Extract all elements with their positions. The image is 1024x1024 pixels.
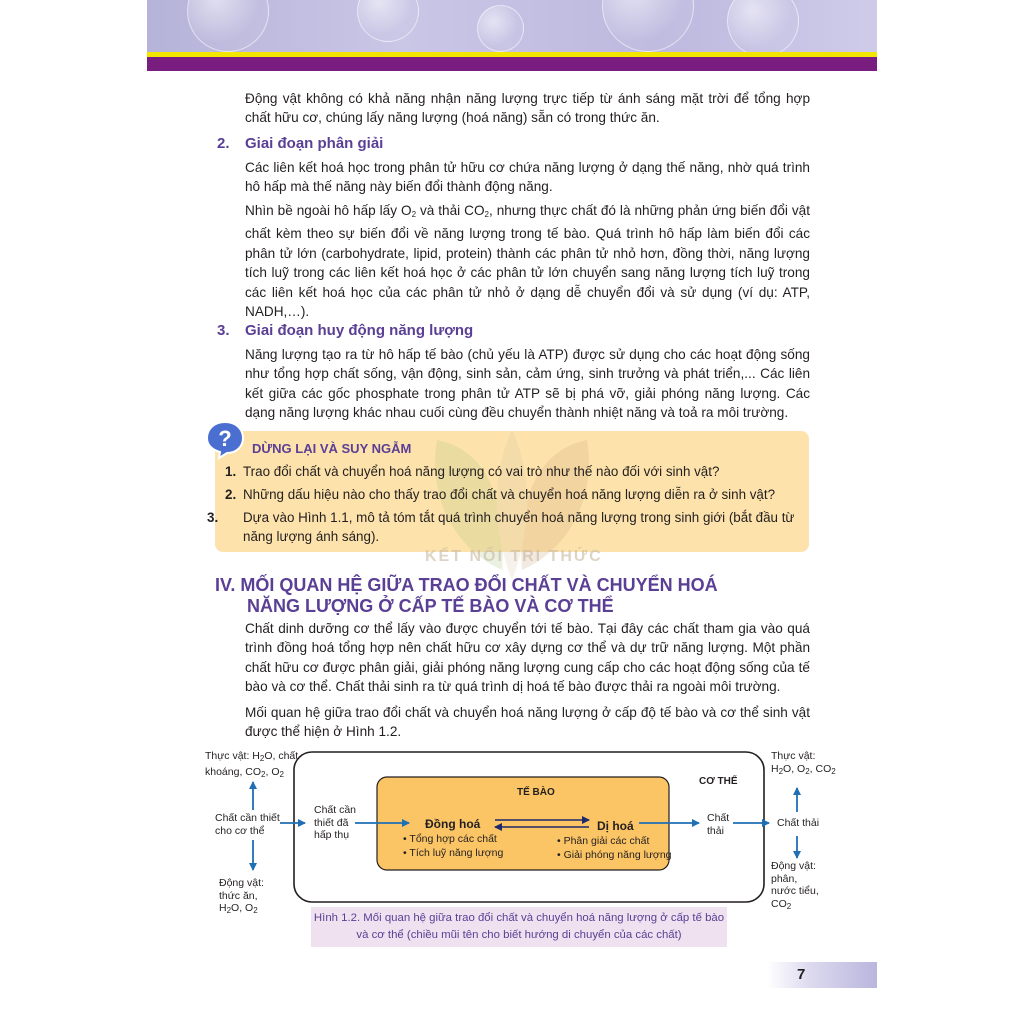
section-3-number: 3. bbox=[217, 322, 230, 339]
catabolism-item-1: • Phân giải các chất bbox=[557, 835, 650, 847]
anabolism-item-1: • Tổng hợp các chất bbox=[403, 833, 497, 845]
plants-output-label: Thực vật: $H_2O$, $O_2$, $CO_2$ bbox=[771, 750, 836, 776]
section-4-heading bbox=[215, 575, 718, 617]
needed-substances-label: Chất cần thiết cho cơ thể bbox=[215, 812, 280, 837]
section-3-heading bbox=[217, 322, 473, 339]
watermark-text: KẾT NỐI TRI THỨC bbox=[425, 548, 603, 565]
catabolism-label: Dị hoá bbox=[597, 819, 634, 833]
section-2-title: Giai đoạn phân giải bbox=[245, 135, 384, 152]
question-1: 1. Trao đổi chất và chuyển hoá năng lượng có vai trò như thế nào đối với sinh vật? bbox=[225, 464, 720, 479]
animals-input-label: Động vật: thức ăn, $H_2O$, $O_2$ bbox=[219, 877, 264, 915]
anabolism-item-2: • Tích luỹ năng lượng bbox=[403, 847, 504, 859]
header-banner bbox=[147, 0, 877, 52]
plants-input-label: Thực vật: $H_2O$, chất khoáng, $CO_2$, $O_2$ bbox=[205, 750, 299, 779]
section-2-number: 2. bbox=[217, 135, 230, 152]
question-3: 3. Dựa vào Hình 1.1, mô tả tóm tắt quá trình chuyển hoá năng lượng trong sinh giới (bắt đầu từ năng lượng ánh sáng). bbox=[207, 510, 795, 544]
section-4-title-line-2: NĂNG LƯỢNG Ở CẤP TẾ BÀO VÀ CƠ THỂ bbox=[247, 596, 614, 616]
section-4-number: IV. bbox=[215, 575, 236, 595]
section-3-title: Giai đoạn huy động năng lượng bbox=[245, 322, 474, 339]
catabolism-item-2: • Giải phóng năng lượng bbox=[557, 849, 672, 861]
body-label: CƠ THỂ bbox=[699, 776, 738, 787]
cell-label: TẾ BÀO bbox=[517, 787, 555, 798]
caption-line-2: và cơ thể (chiều mũi tên cho biết hướng di chuyển của các chất) bbox=[356, 929, 682, 941]
anabolism-label: Đồng hoá bbox=[425, 817, 481, 831]
textbook-page bbox=[147, 0, 877, 1024]
reflection-box-title: DỪNG LẠI VÀ SUY NGẪM bbox=[252, 441, 412, 456]
section-3-paragraph: Năng lượng tạo ra từ hô hấp tế bào (chủ yếu là ATP) được sử dụng cho các hoạt động sống như tổng hợp chất sống, vận động, sinh sản, cảm ứng, sinh trưởng và phát triển,... Các liên kết giữa các gốc phosphate trong phân tử ATP sẽ bị phá vỡ, giải phóng năng lượng. Các dạng năng lượng khác nhau cuối cùng đều chuyển thành nhiệt năng và toả ra môi trường. bbox=[245, 347, 810, 421]
section-2-paragraph-2: Nhìn bề ngoài hô hấp lấy $O_2$ và thải $CO_2$, nhưng thực chất đó là những phản ứng biến đổi vật chất kèm theo sự biến đổi về năng lượng trong tế bào. Quá trình hô hấp làm biến đổi các phân tử lớn (carbohydrate, lipid, protein) thành các phân tử nhỏ hơn, đồng thời, năng lượng tích luỹ trong các liên kết hoá học ở các phân tử lớn chuyển sang năng lượng tích luỹ trong các liên kết hoá học của các phân tử nhỏ ở dạng dễ chuyển đổi và sử dụng (ví dụ: ATP, NADH,…). bbox=[245, 203, 810, 320]
waste-outer-label: Chất thải bbox=[777, 817, 820, 829]
section-2-heading bbox=[217, 135, 383, 152]
svg-text:?: ? bbox=[218, 426, 232, 451]
section-4-title-line-1: MỐI QUAN HỆ GIỮA TRAO ĐỔI CHẤT VÀ CHUYỂN HOÁ bbox=[240, 575, 718, 595]
header-stripe-purple bbox=[147, 57, 877, 71]
section-4-paragraph-1: Chất dinh dưỡng cơ thể lấy vào được chuyển tới tế bào. Tại đây các chất tham gia vào quá trình đồng hoá tổng hợp nên chất hữu cơ xây dựng cơ thể và dự trữ năng lượng. Một phần chất hữu cơ được phân giải, giải phóng năng lượng cung cấp cho các hoạt động sống của tế bào và cơ thể. Chất thải sinh ra từ quá trình dị hoá tế bào được thải ra ngoài môi trường. bbox=[245, 621, 810, 695]
intro-paragraph: Động vật không có khả năng nhận năng lượng trực tiếp từ ánh sáng mặt trời để tổng hợp chất hữu cơ, chúng lấy năng lượng (hoá năng) sẵn có trong thức ăn. bbox=[245, 91, 810, 126]
animals-output-label: Động vật: phân, nước tiểu, $CO_2$ bbox=[771, 860, 819, 911]
footer-bar bbox=[767, 962, 877, 988]
absorbed-substances-label: Chất cần thiết đã hấp thụ bbox=[314, 804, 357, 841]
page-number: 7 bbox=[797, 966, 806, 983]
section-4-paragraph-2: Mối quan hệ giữa trao đổi chất và chuyển hoá năng lượng ở cấp độ tế bào và cơ thể sinh vật được thể hiện ở Hình 1.2. bbox=[245, 705, 810, 740]
section-2-paragraph-1: Các liên kết hoá học trong phân tử hữu cơ chứa năng lượng ở dạng thế năng, nhờ quá trình hô hấp mà thế năng này biến đổi thành động năng. bbox=[245, 160, 810, 195]
caption-line-1: Hình 1.2. Mối quan hệ giữa trao đổi chất và chuyển hoá năng lượng ở cấp tế bào bbox=[313, 912, 725, 924]
waste-inner-label: Chất thải bbox=[707, 812, 730, 837]
question-2: 2. Những dấu hiệu nào cho thấy trao đổi chất và chuyển hoá năng lượng diễn ra ở sinh vật? bbox=[225, 487, 776, 502]
question-mark-icon bbox=[205, 420, 245, 460]
figure-caption bbox=[311, 907, 727, 947]
